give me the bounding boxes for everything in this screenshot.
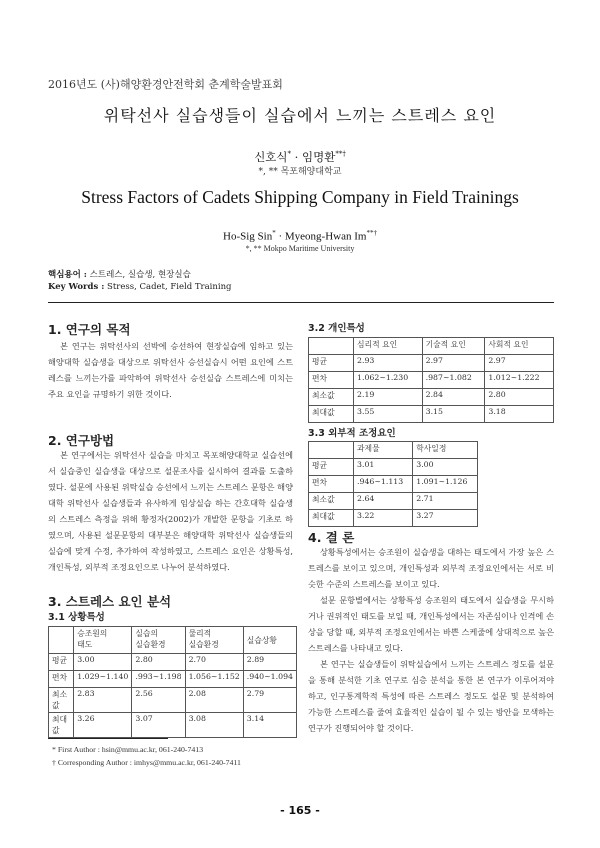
section-1-body: 본 연구는 위탁선사의 선박에 승선하여 현장실습에 임하고 있는 해양대학 실습생을 대상으로 위탁선사 승선실습시 어떤 요인에 스트레스를 느끼는가를 파악하여 위탁선사 승선실습 스트레스에 미치는 주요 요인을 규명하기 위한 것이다. (48, 341, 293, 399)
table-header-cell: 기술적 요인 (422, 338, 485, 355)
table-cell: 최소값 (49, 688, 74, 713)
table-header-row (49, 627, 297, 654)
table-header-row (309, 442, 478, 459)
table-cell: .940~1.094 (243, 671, 296, 688)
table-cell: 편차 (49, 671, 74, 688)
table-cell: 3.07 (132, 713, 185, 738)
table-cell: 편차 (309, 372, 354, 389)
section-3-2-title: 3.2 개인특성 (308, 323, 365, 334)
table-cell: .993~1.198 (132, 671, 185, 688)
conference-header: 2016년도 (사)해양환경안전학회 춘계학술발표회 (48, 78, 283, 91)
table-cell: 2.84 (422, 389, 485, 406)
paper-title-english: Stress Factors of Cadets Shipping Company in Field Trainings (81, 187, 519, 207)
table-cell: 2.64 (354, 493, 413, 510)
section-2-body: 본 연구에서는 위탁선사 실습을 마치고 목포해양대학교 실습선에서 실습중인 실습생을 대상으로 설문조사를 실시하여 결과를 도출하였다. 설문에 사용된 위탁실습 승선에서 느끼는 스트레스 문항은 해양대학 위탁선사 실습생들과 유사하게 임상실습 하는 간호대학 실습생의 스트레스 측정을 위해 황정자(2002)가 개발한 문항을 기초로 하였으며, 사용된 설문문항의 대부분은 해양대학 위탁선사 실습생들의 실습에 맞게 수정, 추가하여 작성하였고, 스트레스 요인은 상황특성, 개인특성, 외부적 조정요인으로 나누어 분석하였다. (48, 450, 293, 572)
table-cell: 3.00 (74, 654, 132, 671)
table-row (309, 510, 478, 527)
table-cell: 3.08 (185, 713, 243, 738)
table-cell: 2.93 (354, 355, 423, 372)
footnote-first-author: * First Author : hsin@mmu.ac.kr, 061-240-7413 (52, 745, 204, 754)
keywords-english (48, 282, 232, 292)
table-cell: 3.18 (485, 406, 554, 423)
table-row (49, 671, 297, 688)
table-header-cell (49, 627, 74, 654)
keywords-english-value: Stress, Cadet, Field Training (104, 282, 232, 292)
table-cell: 최소값 (309, 389, 354, 406)
table-external-factors (308, 441, 478, 527)
table-cell: 2.71 (413, 493, 478, 510)
table-cell: 2.70 (185, 654, 243, 671)
table-cell: 최소값 (309, 493, 354, 510)
table-row (309, 493, 478, 510)
conclusion-paragraph-2: 설문 문항별에서는 상황특성 승조원의 태도에서 실습생을 무시하거나 권위적인 태도를 보일 때, 개인특성에서는 자존심이나 인격에 손상을 당할 때, 외부적 조정요인에서는 바쁜 스케줄에 상대적으로 높은 스트레스를 나타내고 있다. (308, 595, 554, 653)
table-cell: 2.97 (485, 355, 554, 372)
affiliation-korean: *, ** 목포해양대학교 (258, 167, 342, 177)
section-1-title: 1. 연구의 목적 (48, 322, 131, 337)
table-cell: 3.55 (354, 406, 423, 423)
conclusion-paragraph-1: 상황특성에서는 승조원이 실습생을 대하는 태도에서 가장 높은 스트레스를 보이고 있으며, 개인특성과 외부적 조정요인에서는 서로 비슷한 수준의 스트레스를 보이고 있다. (308, 547, 554, 589)
table-row (309, 389, 554, 406)
table-header-cell: 승조원의 태도 (74, 627, 132, 654)
section-2-title: 2. 연구방법 (48, 433, 115, 448)
paper-title-korean: 위탁선사 실습생들이 실습에서 느끼는 스트레스 요인 (103, 106, 497, 125)
footnote-corresponding-author: † Corresponding Author : imhys@mmu.ac.kr, 061-240-7411 (52, 758, 241, 767)
author-2-en: · Myeong-Hwan Im (275, 230, 367, 243)
table-header-cell: 과제물 (354, 442, 413, 459)
table-row (309, 372, 554, 389)
section-3-title: 3. 스트레스 요인 분석 (48, 594, 172, 609)
table-cell: 2.80 (132, 654, 185, 671)
table-cell: 1.091~1.126 (413, 476, 478, 493)
table-header-cell: 심리적 요인 (354, 338, 423, 355)
table-header-cell (309, 338, 354, 355)
keywords-korean-value: 스트레스, 실습생, 현장실습 (86, 270, 191, 280)
table-cell: 3.01 (354, 459, 413, 476)
section-3-1-title: 3.1 상황특성 (48, 612, 105, 623)
header-divider (48, 302, 554, 303)
table-header-row (309, 338, 554, 355)
table-cell: 1.029~1.140 (74, 671, 132, 688)
table-cell: 2.19 (354, 389, 423, 406)
table-header-cell: 물리적 실습환경 (185, 627, 243, 654)
table-cell: 최대값 (309, 406, 354, 423)
table-cell: 3.22 (354, 510, 413, 527)
table-cell: 1.062~1.230 (354, 372, 423, 389)
table-cell: 2.97 (422, 355, 485, 372)
section-4-title: 4. 결 론 (308, 530, 355, 545)
table-cell: .987~1.082 (422, 372, 485, 389)
table-header-cell: 실습상황 (243, 627, 296, 654)
author-1-mark: * (287, 150, 292, 159)
footnote-divider (48, 738, 168, 739)
conclusion-paragraph-3: 본 연구는 실습생들이 위탁실습에서 느끼는 스트레스 정도를 설문을 통해 분석한 기초 연구로 심층 분석을 통한 본 연구가 이루어져야 하고, 인구통계학적 특성에 따른 스트레스 정도도 설문 및 분석하여 가능한 스트레스를 줄여 효율적인 실습이 될 수 있는 방안을 모색하는 연구가 진행되어야 할 것이다. (308, 659, 554, 733)
affiliation-english: *, ** Mokpo Maritime University (245, 244, 355, 253)
table-header-cell: 학사일정 (413, 442, 478, 459)
table-cell: 2.80 (485, 389, 554, 406)
table-cell: 2.56 (132, 688, 185, 713)
table-row (49, 654, 297, 671)
author-1: 신호식 (254, 150, 288, 164)
author-2-mark: **† (335, 150, 346, 159)
authors-korean (0, 149, 600, 165)
table-cell: .946~1.113 (354, 476, 413, 493)
table-cell: 2.83 (74, 688, 132, 713)
table-cell: 3.15 (422, 406, 485, 423)
table-row (309, 406, 554, 423)
table-row (309, 355, 554, 372)
table-situational-factors (48, 626, 297, 738)
section-3-3-title: 3.3 외부적 조정요인 (308, 428, 396, 439)
table-row (309, 476, 478, 493)
author-1-en-mark: * (272, 229, 276, 237)
table-cell: 2.08 (185, 688, 243, 713)
table-cell: 3.27 (413, 510, 478, 527)
table-header-cell: 실습의 실습환경 (132, 627, 185, 654)
table-personal-factors (308, 337, 554, 423)
keywords-korean-label: 핵심용어 : (48, 270, 87, 280)
author-2: · 임명환 (291, 150, 336, 164)
table-header-cell (309, 442, 354, 459)
table-cell: 1.056~1.152 (185, 671, 243, 688)
authors-english (0, 229, 600, 243)
table-cell: 3.14 (243, 713, 296, 738)
table-cell: 평균 (49, 654, 74, 671)
table-cell: 3.26 (74, 713, 132, 738)
table-cell: 최대값 (309, 510, 354, 527)
table-row (49, 688, 297, 713)
table-cell: 3.00 (413, 459, 478, 476)
table-cell: 2.89 (243, 654, 296, 671)
table-cell: 2.79 (243, 688, 296, 713)
table-header-cell: 사회적 요인 (485, 338, 554, 355)
table-cell: 평균 (309, 355, 354, 372)
page-number: - 165 - (280, 804, 320, 817)
table-cell: 최대값 (49, 713, 74, 738)
table-row (309, 459, 478, 476)
table-cell: 평균 (309, 459, 354, 476)
table-row (49, 713, 297, 738)
author-1-en: Ho-Sig Sin (223, 230, 273, 243)
keywords-korean (48, 268, 191, 280)
table-cell: 편차 (309, 476, 354, 493)
table-cell: 1.012~1.222 (485, 372, 554, 389)
author-2-en-mark: **† (366, 229, 377, 237)
keywords-english-label: Key Words : (48, 282, 105, 292)
